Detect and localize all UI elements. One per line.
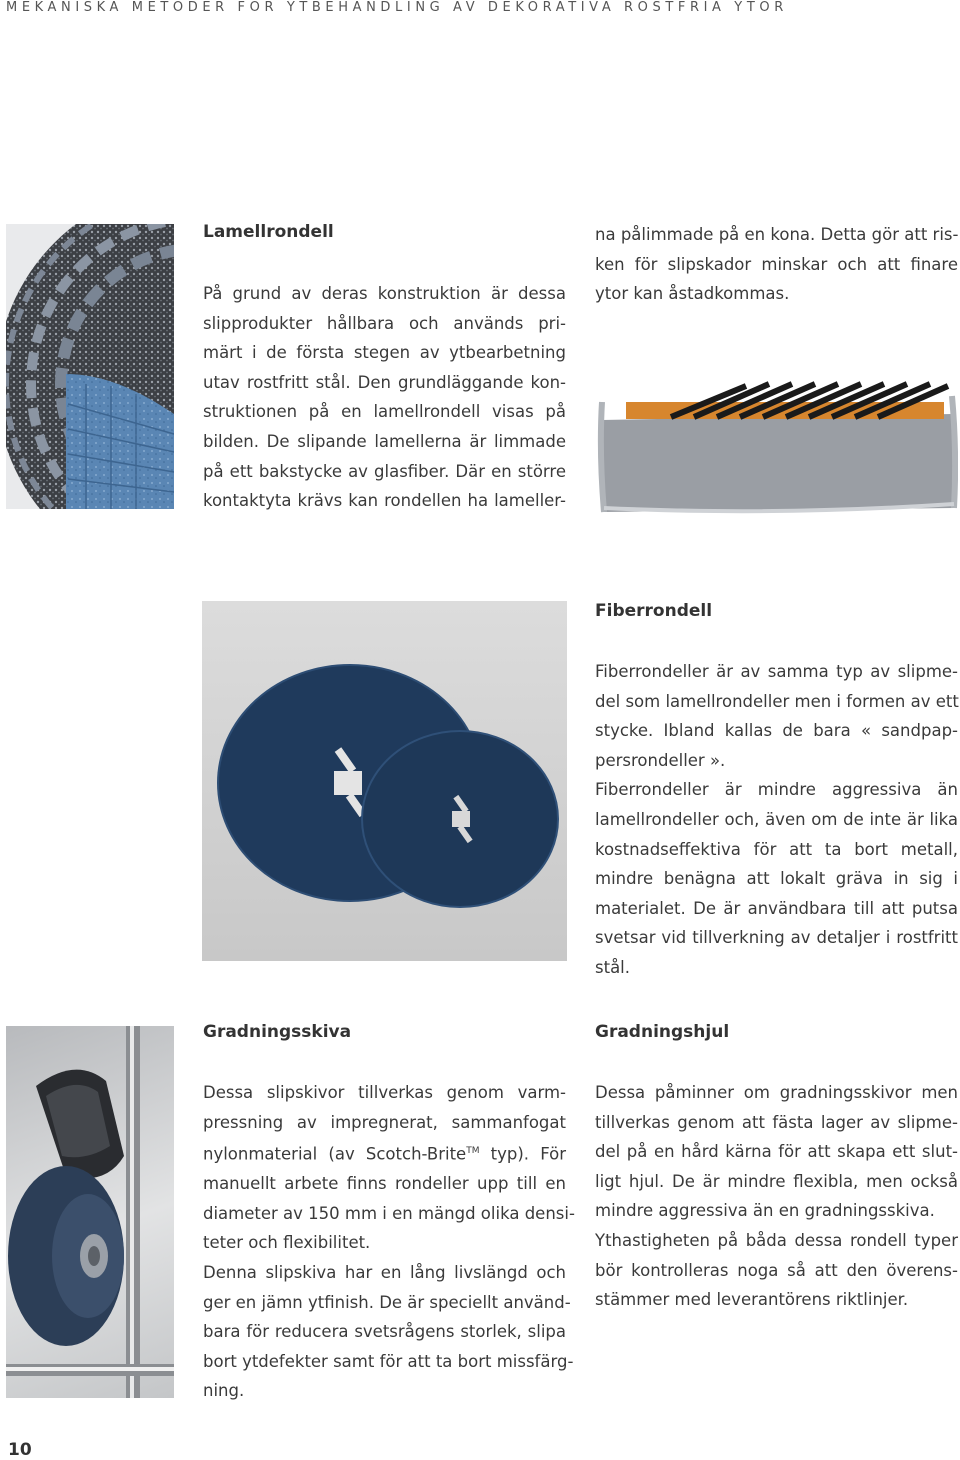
text-line: del på en hård kärna för att skapa ett slut- xyxy=(595,1142,958,1162)
gradningshjul-body xyxy=(595,1078,958,1315)
text-line: mindre benägna att lokalt gräva in sig i xyxy=(595,869,958,889)
text-line: Ythastigheten på båda dessa rondell typer xyxy=(595,1230,958,1250)
text-line: del som lamellrondeller men i formen av ett xyxy=(595,691,959,711)
text-line: Dessa påminner om gradningsskivor men xyxy=(595,1083,958,1102)
text-line: materialet. De är användbara till att putsa xyxy=(595,898,958,918)
grinder-photo xyxy=(6,1026,174,1398)
text-line: manuellt arbete finns rondeller upp till en xyxy=(203,1174,566,1194)
text-line: tillverkas genom att fästa lager av slipme- xyxy=(595,1112,958,1132)
text-line: utav rostfritt stål. Den grundläggande kon- xyxy=(203,372,566,392)
text-line: struktionen på en lamellrondell visas på xyxy=(203,402,566,422)
text-line: diameter av 150 mm i en mängd olika densi- xyxy=(203,1203,575,1223)
text-line: Dessa slipskivor tillverkas genom varm- xyxy=(203,1083,566,1102)
lamellrondell-body xyxy=(203,279,566,516)
text-line: märt i de första stegen av ytbearbetning xyxy=(203,343,566,363)
text-line: stycke. Ibland kallas de bara « sandpap- xyxy=(595,721,958,741)
text-line: persrondeller ». xyxy=(595,750,726,770)
text-line: Fiberrondeller är av samma typ av slipme- xyxy=(595,662,958,681)
lamellrondell-heading: Lamellrondell xyxy=(203,222,334,242)
text-line: pressning av impregnerat, sammanfogat xyxy=(203,1112,566,1132)
gradningsskiva-body xyxy=(203,1078,575,1406)
page-number: 10 xyxy=(8,1440,32,1460)
text-line: kontaktyta krävs kan rondellen ha lameller- xyxy=(203,491,566,511)
text-line: nylonmaterial (av Scotch-Brite™ typ). För xyxy=(203,1144,566,1164)
flap-disc-diagram xyxy=(596,372,958,514)
text-line: ytor kan åstadkommas. xyxy=(595,284,790,304)
text-line: ligt hjul. De är mindre flexibla, men också xyxy=(595,1171,958,1191)
text-line: bara för reducera svetsrågens storlek, slipa xyxy=(203,1322,566,1342)
text-line: bilden. De slipande lamellerna är limmade xyxy=(203,431,566,451)
text-line: Denna slipskiva har en lång livslängd och xyxy=(203,1263,566,1283)
gradningsskiva-heading: Gradningsskiva xyxy=(203,1022,352,1042)
trademark: TM xyxy=(466,1146,480,1157)
text-line: bort ytdefekter samt för att ta bort missfärg- xyxy=(203,1351,574,1371)
text-line: på ett bakstycke av glasfiber. Där en större xyxy=(203,461,566,481)
fiberrondell-heading: Fiberrondell xyxy=(595,601,713,621)
text-line: stämmer med leverantörens riktlinjer. xyxy=(595,1290,909,1310)
running-header: MEKANISKA METODER FÖR YTBEHANDLING AV DEKORATIVA ROSTFRIA YTOR xyxy=(6,0,788,15)
gradningshjul-heading: Gradningshjul xyxy=(595,1022,730,1042)
text-line: slipprodukter hållbara och används pri- xyxy=(203,313,566,333)
text-line: ning. xyxy=(203,1381,245,1401)
fiberrondell-body xyxy=(595,657,958,983)
text-line: svetsar vid tillverkning av detaljer i rostfritt xyxy=(595,928,958,948)
text-line: teter och flexibilitet. xyxy=(203,1233,371,1253)
text-line: bör kontrolleras noga så att den överens- xyxy=(595,1260,958,1280)
text-line: Fiberrondeller är mindre aggressiva än xyxy=(595,780,958,800)
lamellrondell-body-continued xyxy=(595,220,958,309)
fiber-disc-photo xyxy=(202,601,567,961)
text-line: lamellrondeller och, även om de inte är lika xyxy=(595,809,958,829)
text-line: kostnadseffektiva för att ta bort metall, xyxy=(595,839,958,859)
text-line: ger en jämn ytfinish. De är speciellt använd- xyxy=(203,1292,571,1312)
flap-disc-photo xyxy=(6,224,174,509)
text-line: mindre aggressiva än en gradningsskiva. xyxy=(595,1201,935,1221)
text-line: na pålimmade på en kona. Detta gör att ris- xyxy=(595,225,959,244)
text-line: ken för slipskador minskar och att finare xyxy=(595,254,958,274)
text-line: På grund av deras konstruktion är dessa xyxy=(203,284,566,303)
text-line: stål. xyxy=(595,957,631,977)
